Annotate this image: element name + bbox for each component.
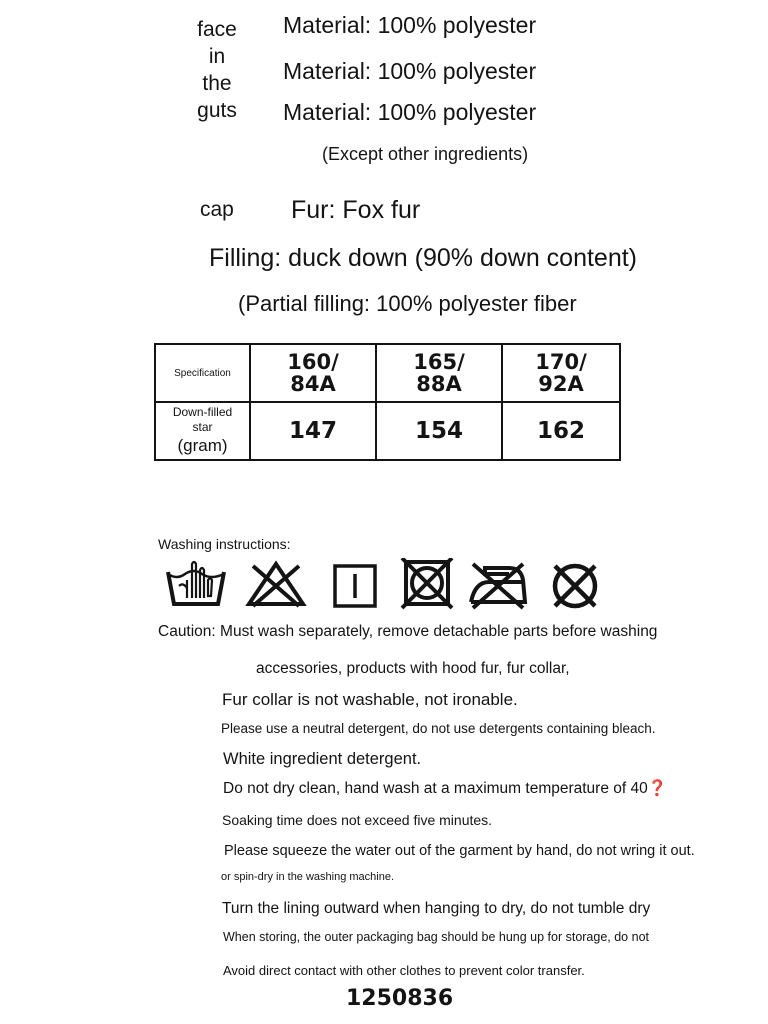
face-section-label xyxy=(196,16,238,124)
face-note: (Except other ingredients) xyxy=(322,144,529,164)
wash-line: Please squeeze the water out of the garment by hand, do not wring it out. xyxy=(224,843,695,859)
wash-line: When storing, the outer packaging bag should be hung up for storage, do not xyxy=(223,930,649,944)
size-cell xyxy=(377,345,503,403)
wash-line: Soaking time does not exceed five minutes. xyxy=(222,812,493,828)
cap-fur: Fur: Fox fur xyxy=(291,196,421,224)
wash-line: or spin-dry in the washing machine. xyxy=(221,871,395,883)
filling-text: Filling: duck down (90% down content) xyxy=(209,244,638,272)
spec-header-cell xyxy=(156,345,251,403)
product-code: 1250836 xyxy=(346,986,454,1011)
do-not-dry-clean-icon xyxy=(547,558,603,610)
size-cell xyxy=(251,345,377,403)
face-material-1: Material: 100% polyester xyxy=(283,12,537,38)
weight-cell xyxy=(503,403,619,459)
down-row-label-line: star xyxy=(192,420,213,434)
down-row-unit: (gram) xyxy=(177,436,228,455)
size-value: 160/ 84A xyxy=(287,350,339,396)
face-label-line: in xyxy=(208,45,226,68)
wash-line: Avoid direct contact with other clothes to prevent color transfer. xyxy=(223,963,585,978)
weight-value: 147 xyxy=(288,418,337,444)
down-row-label-line: Down-filled xyxy=(172,405,233,419)
down-row-label-cell xyxy=(156,403,251,459)
line-dry-icon xyxy=(330,558,382,610)
wash-line: Fur collar is not washable, not ironable. xyxy=(222,690,518,709)
size-cell xyxy=(503,345,619,403)
spec-header-label: Specification xyxy=(174,367,231,379)
do-not-iron-icon xyxy=(465,558,531,610)
washing-title: Washing instructions: xyxy=(158,536,291,552)
face-label-line: the xyxy=(202,72,232,95)
face-label-line: face xyxy=(197,18,237,41)
weight-cell xyxy=(377,403,503,459)
weight-value: 162 xyxy=(536,418,585,444)
size-value: 165/ 88A xyxy=(413,350,465,396)
face-material-3: Material: 100% polyester xyxy=(283,99,537,125)
care-symbols xyxy=(165,558,605,614)
size-value: 170/ 92A xyxy=(535,350,587,396)
wash-line: Caution: Must wash separately, remove detachable parts before washing xyxy=(158,623,658,640)
hand-wash-icon xyxy=(165,558,227,610)
do-not-bleach-icon xyxy=(245,558,307,610)
do-not-tumble-dry-icon xyxy=(400,558,456,610)
face-label-line: guts xyxy=(197,99,237,122)
wash-line: accessories, products with hood fur, fur collar, xyxy=(256,660,570,677)
spec-table xyxy=(154,343,621,461)
wash-line: Turn the lining outward when hanging to dry, do not tumble dry xyxy=(222,900,651,917)
wash-line: White ingredient detergent. xyxy=(223,750,422,768)
weight-cell xyxy=(251,403,377,459)
partial-filling-text: (Partial filling: 100% polyester fiber xyxy=(238,291,577,316)
weight-value: 154 xyxy=(414,418,463,444)
wash-line: Please use a neutral detergent, do not use detergents containing bleach. xyxy=(221,721,656,736)
face-material-2: Material: 100% polyester xyxy=(283,58,537,84)
wash-line: Do not dry clean, hand wash at a maximum temperature of 40❓ xyxy=(223,780,668,797)
cap-label: cap xyxy=(200,198,234,221)
